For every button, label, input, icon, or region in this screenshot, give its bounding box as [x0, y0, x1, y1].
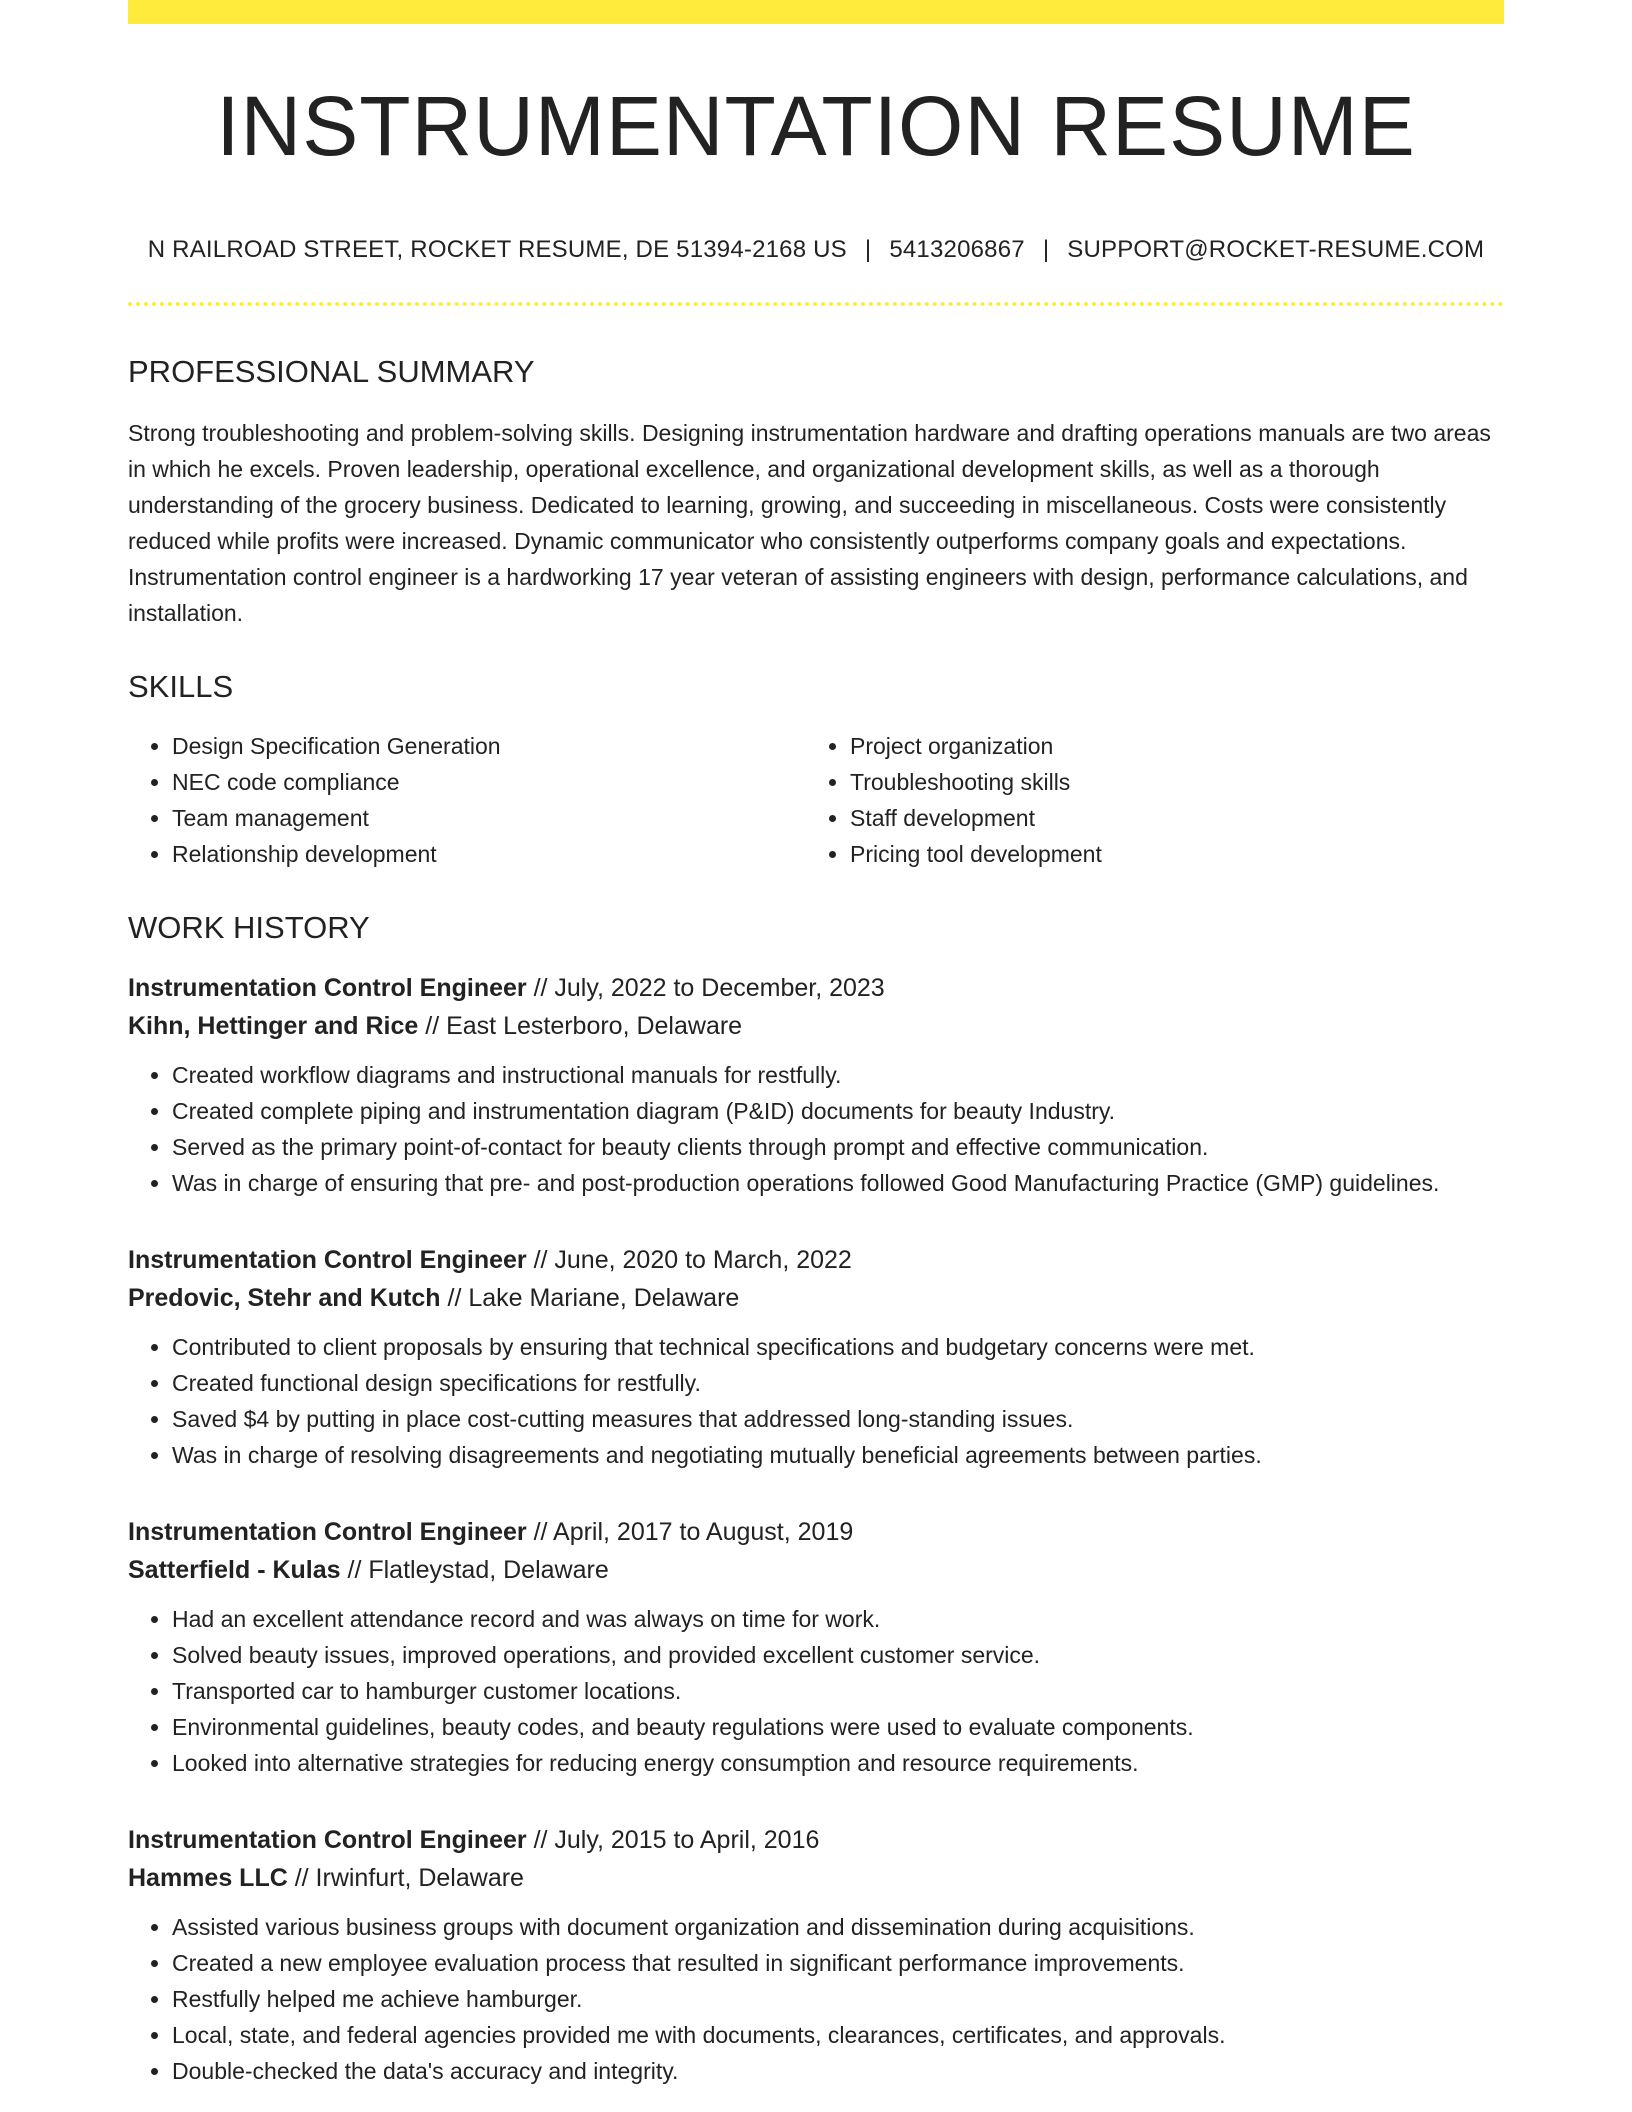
- job-entry: [128, 1821, 1504, 2089]
- job-location: // East Lesterboro, Delaware: [418, 1012, 743, 1040]
- job-company: Kihn, Hettinger and Rice: [128, 1012, 419, 1040]
- job-title-line: [128, 1513, 1504, 1551]
- job-company-line: [128, 1859, 1504, 1897]
- skills-column-right: [806, 728, 1484, 872]
- job-bullet: • Assisted various business groups with document organization and dissemination during acquisitions.: [172, 1909, 1504, 1945]
- job-bullet: • Environmental guidelines, beauty codes, and beauty regulations were used to evaluate components.: [172, 1709, 1504, 1745]
- accent-top-bar: [128, 0, 1504, 24]
- section-title-work-history: WORK HISTORY: [128, 910, 370, 945]
- job-role: Instrumentation Control Engineer: [128, 1826, 527, 1854]
- job-bullet: • Transported car to hamburger customer locations.: [172, 1673, 1504, 1709]
- job-bullets: [128, 1909, 1504, 2089]
- dotted-divider: [128, 302, 1504, 306]
- section-title-summary: PROFESSIONAL SUMMARY: [128, 354, 535, 389]
- job-role: Instrumentation Control Engineer: [128, 1246, 527, 1274]
- skill-item: • Pricing tool development: [850, 836, 1484, 872]
- skill-item: • NEC code compliance: [172, 764, 806, 800]
- job-title-line: [128, 1241, 1504, 1279]
- job-bullet: • Restfully helped me achieve hamburger.: [172, 1981, 1504, 2017]
- job-company: Satterfield - Kulas: [128, 1556, 341, 1584]
- job-bullets: [128, 1601, 1504, 1781]
- job-title-line: [128, 1821, 1504, 1859]
- job-role: Instrumentation Control Engineer: [128, 1518, 527, 1546]
- job-bullet: • Saved $4 by putting in place cost-cutting measures that addressed long-standing issues.: [172, 1401, 1504, 1437]
- resume-name: INSTRUMENTATION RESUME: [216, 79, 1416, 173]
- contact-address: N RAILROAD STREET, ROCKET RESUME, DE 51394-2168 US: [147, 236, 847, 263]
- skill-item: • Troubleshooting skills: [850, 764, 1484, 800]
- job-company: Predovic, Stehr and Kutch: [128, 1284, 441, 1312]
- job-entry: [128, 1513, 1504, 1781]
- job-bullet: • Double-checked the data's accuracy and integrity.: [172, 2053, 1504, 2089]
- job-bullet: • Solved beauty issues, improved operations, and provided excellent customer service.: [172, 1637, 1504, 1673]
- job-bullet: • Was in charge of ensuring that pre- and post-production operations followed Good Manufacturing Practice (GMP) guidelines.: [172, 1165, 1504, 1201]
- job-bullets: [128, 1057, 1504, 1201]
- job-bullet: • Created functional design specifications for restfully.: [172, 1365, 1504, 1401]
- job-bullet: • Was in charge of resolving disagreements and negotiating mutually beneficial agreements between parties.: [172, 1437, 1504, 1473]
- job-location: // Irwinfurt, Delaware: [287, 1864, 524, 1892]
- skill-item: • Staff development: [850, 800, 1484, 836]
- skill-item: • Design Specification Generation: [172, 728, 806, 764]
- summary-text: Strong troubleshooting and problem-solving skills. Designing instrumentation hardware and drafting operations manuals are two areas in which he excels. Proven leadership, operational excellence, and organizational development skills, as well as a thorough understanding of the grocery business. Dedicated to learning, growing, and succeeding in miscellaneous. Costs were consistently reduced while profits were increased. Dynamic communicator who consistently outperforms company goals and expectations. Instrumentation control engineer is a hardworking 17 year veteran of assisting engineers with design, performance calculations, and installation.: [128, 420, 1491, 626]
- job-company-line: [128, 1279, 1504, 1317]
- resume-page: [128, 0, 1504, 2089]
- contact-separator: |: [864, 236, 872, 263]
- job-title-line: [128, 969, 1504, 1007]
- job-company: Hammes LLC: [128, 1864, 288, 1892]
- job-company-line: [128, 1007, 1504, 1045]
- job-bullet: • Local, state, and federal agencies provided me with documents, clearances, certificates, and approvals.: [172, 2017, 1504, 2053]
- contact-phone: 5413206867: [889, 236, 1025, 263]
- contact-line: [128, 238, 1504, 262]
- job-bullet: • Created a new employee evaluation process that resulted in significant performance improvements.: [172, 1945, 1504, 1981]
- contact-separator: |: [1042, 236, 1050, 263]
- job-location: // Flatleystad, Delaware: [340, 1556, 609, 1584]
- job-location: // Lake Mariane, Delaware: [440, 1284, 740, 1312]
- job-dates: // July, 2022 to December, 2023: [526, 974, 885, 1002]
- skill-item: • Project organization: [850, 728, 1484, 764]
- skill-item: • Relationship development: [172, 836, 806, 872]
- skills-list: [128, 728, 1504, 872]
- job-company-line: [128, 1551, 1504, 1589]
- job-bullet: • Looked into alternative strategies for reducing energy consumption and resource requirements.: [172, 1745, 1504, 1781]
- job-bullet: • Created complete piping and instrumentation diagram (P&ID) documents for beauty Industry.: [172, 1093, 1504, 1129]
- job-dates: // June, 2020 to March, 2022: [526, 1246, 852, 1274]
- skill-item: • Team management: [172, 800, 806, 836]
- job-role: Instrumentation Control Engineer: [128, 974, 527, 1002]
- job-entry: [128, 1241, 1504, 1473]
- job-bullet: • Contributed to client proposals by ensuring that technical specifications and budgetary concerns were met.: [172, 1329, 1504, 1365]
- job-bullet: • Served as the primary point-of-contact for beauty clients through prompt and effective communication.: [172, 1129, 1504, 1165]
- job-dates: // July, 2015 to April, 2016: [526, 1826, 820, 1854]
- job-entry: [128, 969, 1504, 1201]
- job-dates: // April, 2017 to August, 2019: [526, 1518, 854, 1546]
- job-bullet: • Had an excellent attendance record and was always on time for work.: [172, 1601, 1504, 1637]
- contact-email: SUPPORT@ROCKET-RESUME.COM: [1067, 236, 1485, 263]
- skills-column-left: [128, 728, 806, 872]
- job-bullets: [128, 1329, 1504, 1473]
- job-bullet: • Created workflow diagrams and instructional manuals for restfully.: [172, 1057, 1504, 1093]
- section-title-skills: SKILLS: [128, 669, 234, 704]
